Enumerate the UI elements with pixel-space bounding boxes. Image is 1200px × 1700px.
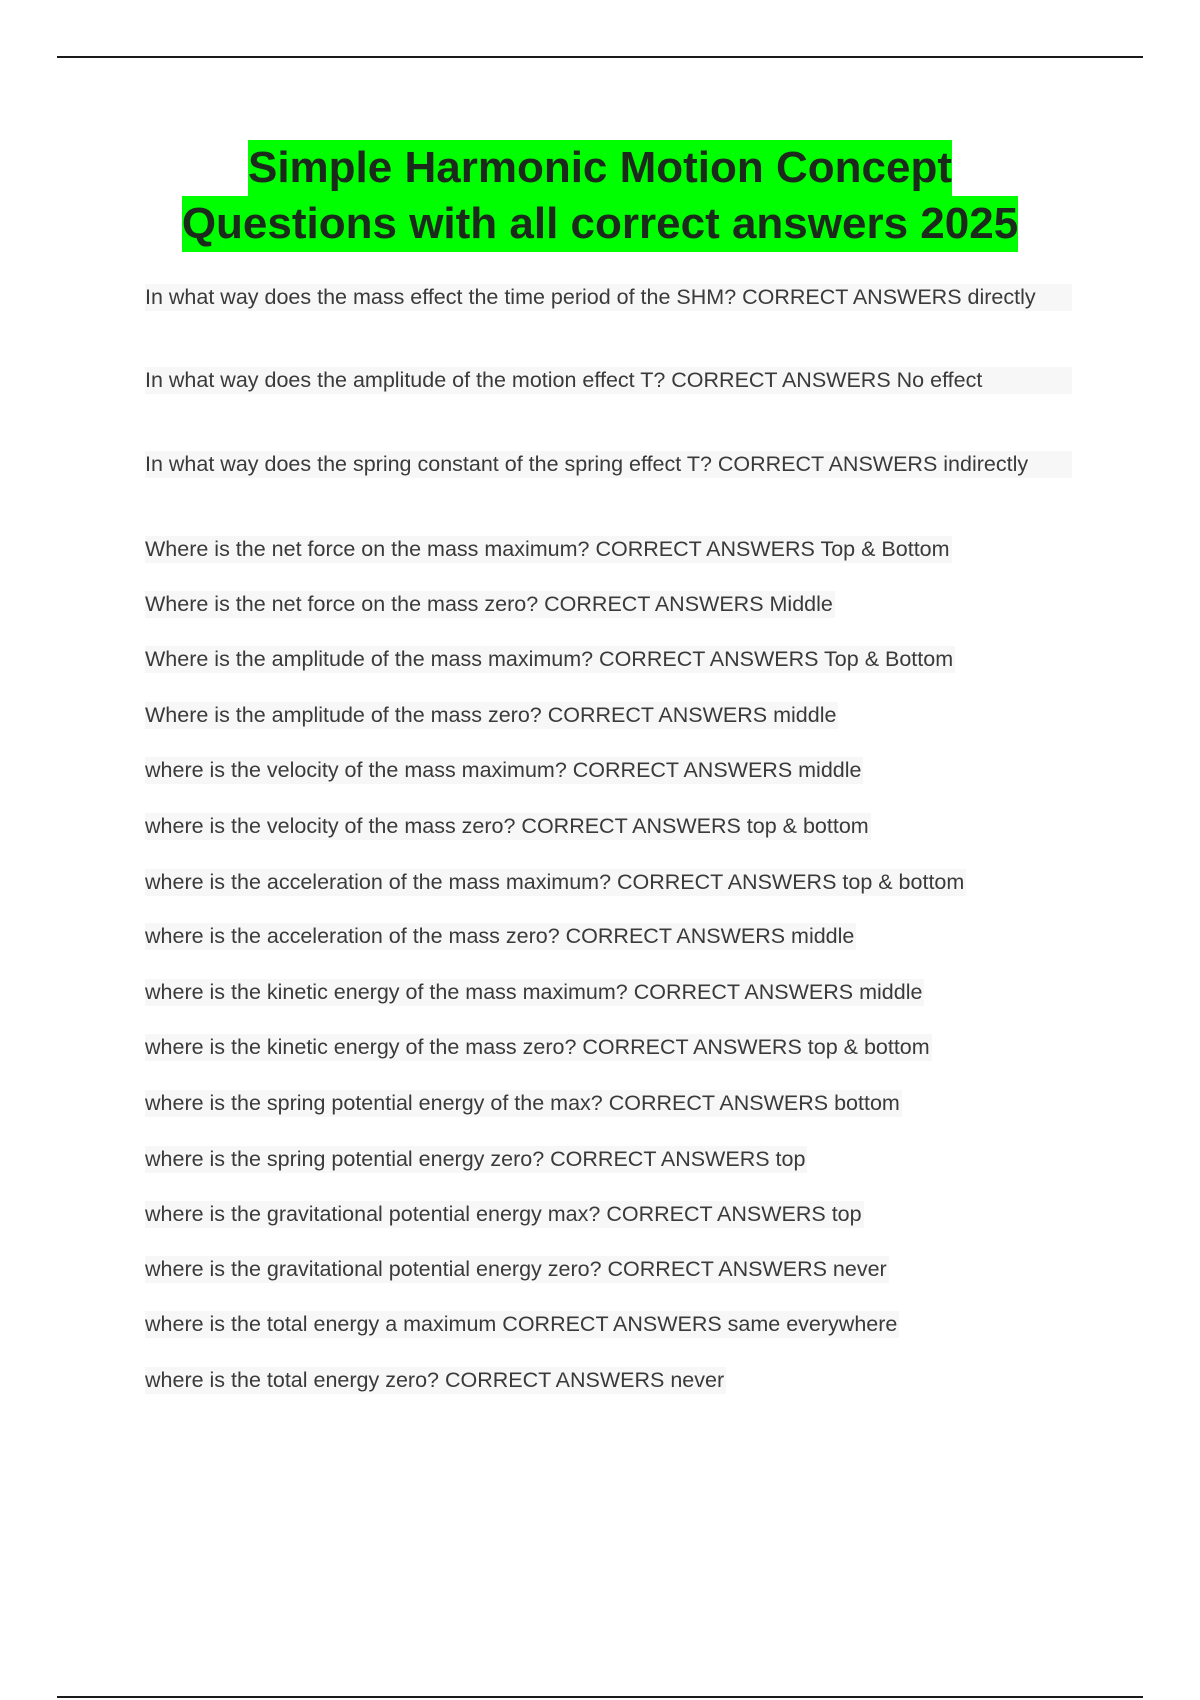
qa-item: In what way does the spring constant of the spring effect T? CORRECT ANSWERS indirectly	[145, 451, 1072, 478]
qa-item: Where is the net force on the mass zero? CORRECT ANSWERS Middle	[145, 592, 833, 616]
document-title	[0, 140, 1200, 252]
qa-item: where is the kinetic energy of the mass zero? CORRECT ANSWERS top & bottom	[145, 1035, 930, 1059]
qa-item: where is the gravitational potential energy zero? CORRECT ANSWERS never	[145, 1257, 887, 1281]
qa-item: where is the spring potential energy zero? CORRECT ANSWERS top	[145, 1147, 806, 1171]
qa-item: Where is the net force on the mass maximum? CORRECT ANSWERS Top & Bottom	[145, 537, 950, 561]
qa-item: where is the velocity of the mass zero? CORRECT ANSWERS top & bottom	[145, 814, 869, 838]
qa-item: where is the velocity of the mass maximum? CORRECT ANSWERS middle	[145, 758, 862, 782]
top-rule	[57, 56, 1143, 58]
qa-item: where is the kinetic energy of the mass maximum? CORRECT ANSWERS middle	[145, 980, 923, 1004]
title-line-2: Questions with all correct answers 2025	[182, 196, 1018, 252]
qa-item: In what way does the amplitude of the motion effect T? CORRECT ANSWERS No effect	[145, 367, 1072, 394]
qa-item: where is the acceleration of the mass zero? CORRECT ANSWERS middle	[145, 924, 855, 948]
page-title	[0, 140, 1200, 252]
qa-item: In what way does the mass effect the time period of the SHM? CORRECT ANSWERS directly	[145, 284, 1072, 311]
qa-item: where is the total energy a maximum CORRECT ANSWERS same everywhere	[145, 1312, 898, 1336]
qa-item: Where is the amplitude of the mass maximum? CORRECT ANSWERS Top & Bottom	[145, 647, 954, 671]
qa-item: where is the gravitational potential energy max? CORRECT ANSWERS top	[145, 1202, 862, 1226]
qa-item: where is the total energy zero? CORRECT ANSWERS never	[145, 1368, 725, 1392]
bottom-rule	[57, 1696, 1143, 1698]
qa-item: where is the spring potential energy of the max? CORRECT ANSWERS bottom	[145, 1091, 900, 1115]
qa-item: Where is the amplitude of the mass zero? CORRECT ANSWERS middle	[145, 703, 837, 727]
qa-item: where is the acceleration of the mass maximum? CORRECT ANSWERS top & bottom	[145, 870, 965, 894]
title-line-1: Simple Harmonic Motion Concept	[248, 140, 952, 196]
